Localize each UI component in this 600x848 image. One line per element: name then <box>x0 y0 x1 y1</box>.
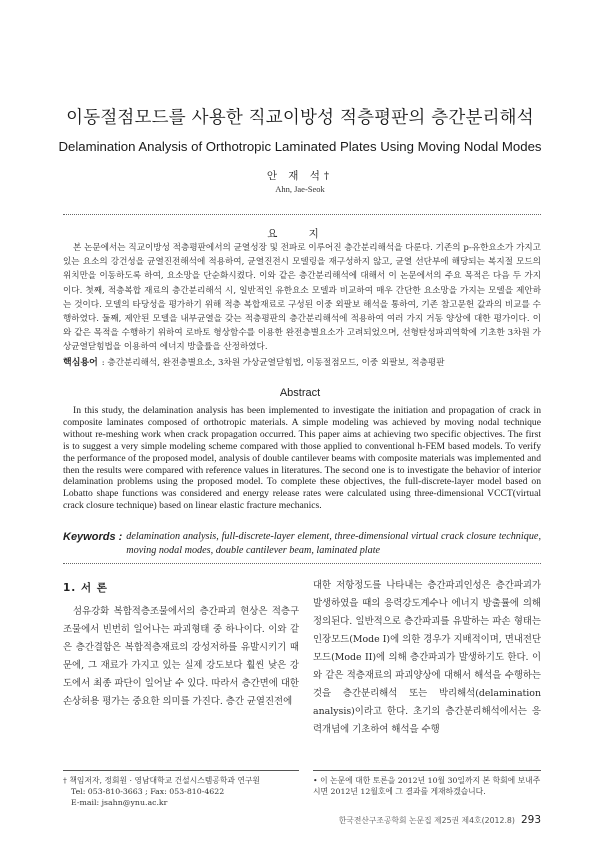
page-footer <box>300 814 541 826</box>
body-column-right <box>313 577 541 739</box>
abstract-bottom-divider <box>63 563 541 564</box>
abstract-korean-text: 본 논문에서는 직교이방성 적층평판에서의 균열성장 및 전파로 이루어진 층간분리해석을 다룬다. 기존의 p-유한요소가 가지고 있는 요소의 강건성을 균열진전해석에 적용하여, 균열진전시 모델링을 재구성하지 않고, 균열 선단부에 해당되는 복지절 모드의 위치만을 이동하도록 하여, 요소망을 단순화시켰다. 이와 같은 층간분리해석에 대해서 이 논문에서의 주요 목적은 다음 두 가지이다. 첫째, 적층복합 재료의 층간분리해석 시, 일반적인 유한요소 모델과 비교하여 매우 간단한 요소망을 가지는 모델을 제안하는 것이다. 모델의 타당성을 평가하기 위해 적층 복합재료로 구성된 이중 외팔보 해석을 통하여, 기존 참고문헌 값과의 비교를 수행하였다. 둘째, 제안된 모델을 내부균열을 갖는 적층평판의 층간분리해석에 적용하여 여러 가지 거동 양상에 대한 평가이다. 이와 같은 목적을 수행하기 위하여 로바토 형상함수를 이용한 완전층별요소가 고려되었으며, 선형탄성파괴역학에 기초한 3차원 가상균열닫힘법을 이용하여 에너지 방출률을 산정하였다. <box>63 243 541 353</box>
abstract-english-heading: Abstract <box>279 387 321 399</box>
keywords-english-label: Keywords : <box>63 531 123 543</box>
abstract-top-divider <box>63 214 541 215</box>
author-name-english: Ahn, Jae-Seok <box>275 184 325 194</box>
abstract-english-body <box>63 405 541 512</box>
keywords-english-text: delamination analysis, full-discrete-layer element, three-dimensional virtual crack closure technique, moving nodal modes, double cantilever beam, laminated plate <box>126 531 541 556</box>
intro-paragraph-left: 섬유강화 복합적층조물에서의 층간파괴 현상은 적층구조물에서 빈번히 일어나는 파괴형태 중 하나이다. 이와 같은 층간결함은 복합적층재료의 강성저하를 유발시키기 때문에, 그 재료가 가지고 있는 실제 강도보다 훨씬 낮은 강도에서 최종 파단이 일어날 수 있다. 따라서 층간면에 대한 손상허용 평가는 중요한 의미를 가진다. 층간 균열진전에 <box>63 606 299 707</box>
footnote-email-line: E-mail: jsahn@ynu.ac.kr <box>71 798 168 808</box>
footnote-corresponding-author <box>63 775 299 809</box>
abstract-korean-body <box>63 241 541 355</box>
paper-title-english: Delamination Analysis of Orthotropic Laminated Plates Using Moving Nodal Modes <box>58 139 542 154</box>
footnote-phone-line: Tel: 053-810-3663 ; Fax: 053-810-4622 <box>71 787 225 797</box>
paper-title-korean: 이동절점모드를 사용한 직교이방성 적층평판의 층간분리해석 <box>66 108 534 128</box>
body-column-left <box>63 603 299 711</box>
footnote-divider-left <box>63 770 299 771</box>
keywords-english <box>63 530 541 558</box>
abstract-korean-heading: 요 지 <box>267 228 333 240</box>
intro-paragraph-right: 대한 저항정도를 나타내는 층간파괴인성은 층간파괴가 발생하였을 때의 응력강도계수나 에너지 방출률에 의해 정의된다. 일반적으로 층간파괴를 유발하는 파손 형태는 인장모드(Mode I)에 의한 경우가 지배적이며, 면내전단모드(Mode II)에 의해 층간파괴가 발생하기도 한다. 이와 같은 적층재료의 파괴양상에 대해서 해석을 수행하는 것을 층간분리해석 또는 박리해석(delamination analysis)이라고 한다. 초기의 층간분리해석에서는 응력개념에 기초하여 해석을 수행 <box>313 580 541 735</box>
journal-name: 한국전산구조공학회 논문집 제25권 제4호(2012.8) <box>338 816 515 825</box>
keywords-korean-label: 핵심용어 <box>63 358 98 368</box>
page-number: 293 <box>520 814 541 826</box>
footnote-author-line: † 책임저자, 정회원 · 영남대학교 건설시스템공학과 연구원 <box>63 776 260 785</box>
abstract-english-text: In this study, the delamination analysis has been implemented to investigate the initiation and propagation of crack in composite laminates composed of orthotropic materials. A simple modeling was achieved by moving nodal technique without re-meshing work when crack propagation occurred. This paper aims at achieving two specific objectives. The first is to suggest a very simple modeling scheme compared with those applied to conventional h-FEM based models. To verify the performance of the proposed model, analysis of double cantilever beams with composite materials was implemented and then the results were compared with reference values in literatures. The second one is to investigate the behavior of interior delamination problems using the proposed model. To complete these objectives, the full-discrete-layer model based on Lobatto shape functions was considered and energy release rates were calculated using three-dimensional VCCT(virtual crack closure technique) based on linear elastic fracture mechanics. <box>63 405 541 512</box>
keywords-korean-text: : 층간분리해석, 완전층별요소, 3차원 가상균열닫힘법, 이동절점모드, 이중 외팔보, 적층평판 <box>101 358 445 368</box>
author-name-korean: 안 재 석† <box>266 170 334 182</box>
keywords-korean <box>63 357 541 369</box>
section-heading-introduction: 1. 서 론 <box>63 582 108 594</box>
footnote-discussion-notice: • 이 논문에 대한 토론을 2012년 10월 30일까지 본 학회에 보내주시면 2012년 12월호에 그 결과를 게재하겠습니다. <box>313 776 541 797</box>
footnote-divider-right <box>313 770 541 771</box>
